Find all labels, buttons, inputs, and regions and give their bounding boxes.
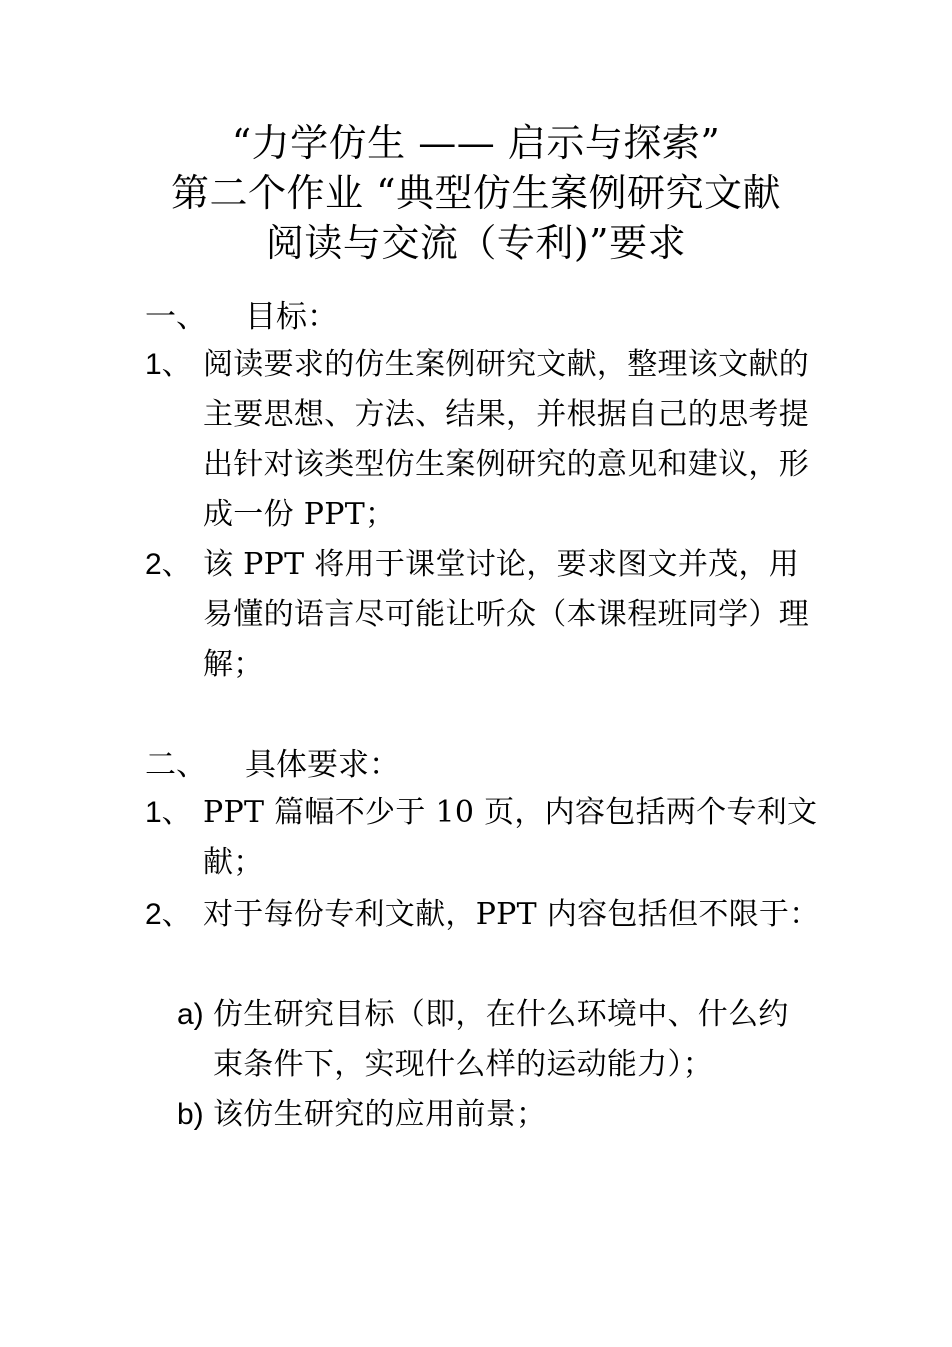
section-2-subitem-b-marker: b) <box>177 1098 204 1131</box>
section-2-item-2-text: 对于每份专利文献，PPT 内容包括但不限于： <box>203 897 820 932</box>
section-2-subitem-b <box>177 1090 817 1140</box>
section-2-item-1-text: PPT 篇幅不少于 10 页，内容包括两个专利文献； <box>203 795 818 880</box>
section-2-number: 二、 <box>145 747 207 783</box>
section-2-subitem-b-text: 该仿生研究的应用前景； <box>213 1097 547 1132</box>
section-1-item-2-marker: 2、 <box>145 548 192 581</box>
section-2-item-2-marker: 2、 <box>145 898 192 931</box>
section-2-title: 具体要求： <box>245 747 400 783</box>
section-2-item-2 <box>145 890 825 940</box>
section-2-subitem-a <box>177 990 817 1090</box>
section-1-item-1-marker: 1、 <box>145 348 192 381</box>
section-1-title: 目标： <box>245 299 338 335</box>
section-2-heading <box>145 744 400 786</box>
section-1-item-1-text: 阅读要求的仿生案例研究文献，整理该文献的主要思想、方法、结果，并根据自己的思考提出针对该类型仿生案例研究的意见和建议，形成一份 PPT； <box>203 347 809 532</box>
section-1-item-1 <box>145 340 825 540</box>
title-line-1: “力学仿生 —— 启示与探索” <box>231 121 721 165</box>
section-2-subitem-a-text: 仿生研究目标（即，在什么环境中、什么约束条件下，实现什么样的运动能力）； <box>213 997 789 1082</box>
section-2-item-1 <box>145 788 825 888</box>
title-line-2: 第二个作业 “典型仿生案例研究文献 <box>170 171 781 215</box>
section-1-item-2-text: 该 PPT 将用于课堂讨论，要求图文并茂，用易懂的语言尽可能让听众（本课程班同学）理解； <box>203 547 809 682</box>
title-line-3: 阅读与交流（专利)”要求 <box>265 221 687 265</box>
section-1-item-2 <box>145 540 825 690</box>
section-2-subitem-a-marker: a) <box>177 998 204 1031</box>
section-2-item-1-marker: 1、 <box>145 796 192 829</box>
section-1-number: 一、 <box>145 299 207 335</box>
section-1-heading <box>145 296 338 338</box>
